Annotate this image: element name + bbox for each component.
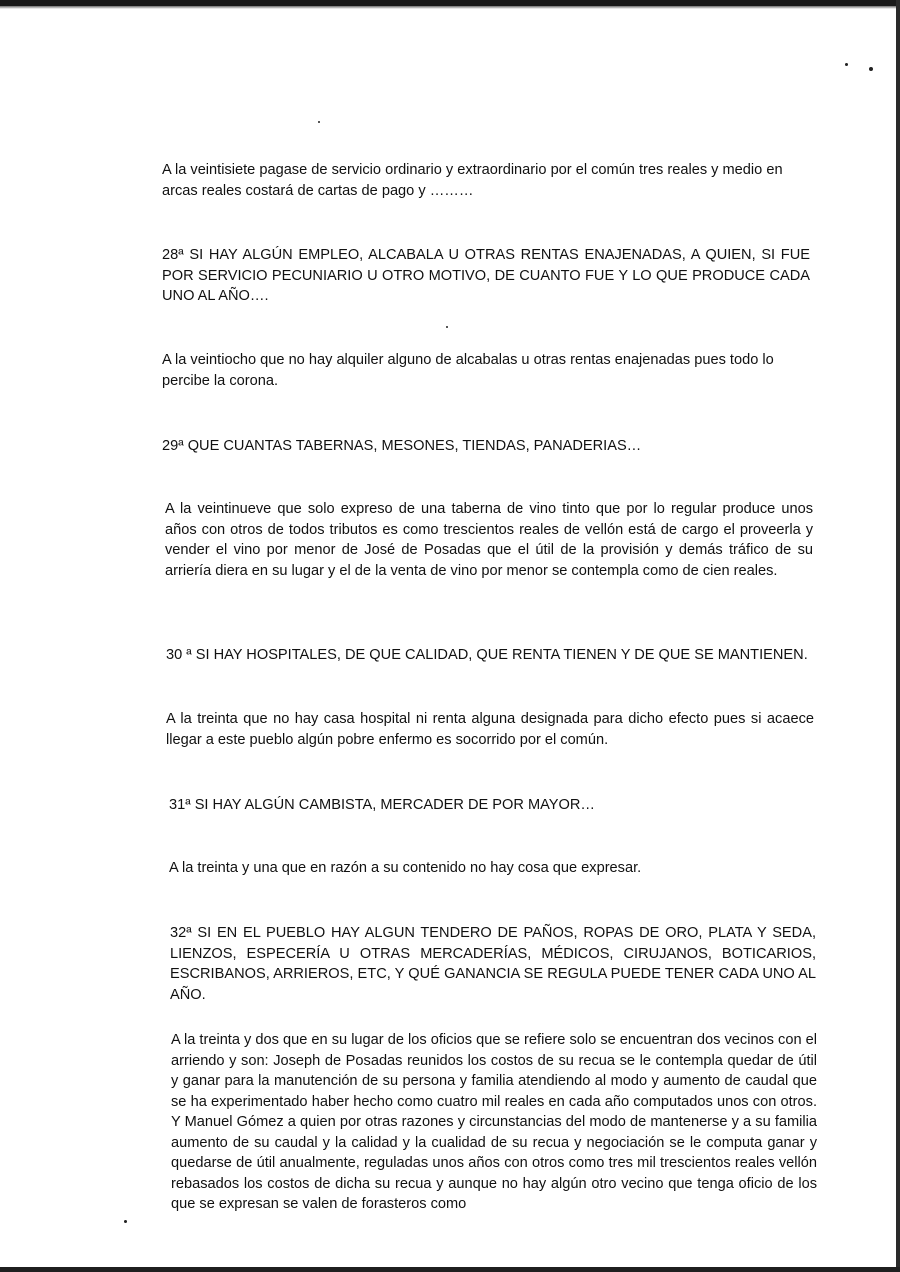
scan-speck [869,67,873,71]
question-28: 28ª SI HAY ALGÚN EMPLEO, ALCABALA U OTRAS RENTAS ENAJENADAS, A QUIEN, SI FUE POR SERVICIO PECUNIARIO U OTRO MOTIVO, DE CUANTO FUE Y LO QUE PRODUCE CADA UNO AL AÑO…. [162,247,810,304]
answer-28: A la veintiocho que no hay alquiler alguno de alcabalas u otras rentas enajenadas pues todo lo percibe la corona. [162,352,774,389]
question-31: 31ª SI HAY ALGÚN CAMBISTA, MERCADER DE POR MAYOR… [169,797,596,813]
scan-speck [318,121,320,123]
scan-speck [446,326,448,328]
scan-speck [845,63,848,66]
answer-32: A la treinta y dos que en su lugar de los oficios que se refiere solo se encuentran dos vecinos con el arriendo y son: Joseph de Posadas reunidos los costos de su recua se le contempla quedar de útil y ganar para la manutención de su persona y familia atendiendo al modo y aumento de caudal que se ha experimentado haber hecho como cuatro mil reales en cada año computados unos con otros. Y Manuel Gómez a quien por otras razones y circunstancias del modo de mantenerse y a su familia aumento de su caudal y la calidad y la cualidad de su recua y negociación se le computa ganar y quedarse de útil anualmente, reguladas unos años con otros como tres mil trescientos reales vellón rebasados los costos de dicha su recua y aunque no hay algún otro vecino que tenga oficio de los que se expresan se valen de forasteros como [171,1032,817,1212]
answer-31: A la treinta y una que en razón a su contenido no hay cosa que expresar. [169,860,642,876]
scan-right-edge [896,0,900,1272]
question-32: 32ª SI EN EL PUEBLO HAY ALGUN TENDERO DE PAÑOS, ROPAS DE ORO, PLATA Y SEDA, LIENZOS, ESPECERÍA U OTRAS MERCADERÍAS, MÉDICOS, CIRUJANOS, BOTICARIOS, ESCRIBANOS, ARRIEROS, ETC, Y QUÉ GANANCIA SE REGULA PUEDE TENER CADA UNO AL AÑO. [170,925,816,1003]
answer-27: A la veintisiete pagase de servicio ordinario y extraordinario por el común tres reales y medio en arcas reales costará de cartas de pago y ……… [162,162,783,199]
question-30: 30 ª SI HAY HOSPITALES, DE QUE CALIDAD, QUE RENTA TIENEN Y DE QUE SE MANTIENEN. [166,647,808,663]
scan-speck [124,1220,127,1223]
scan-bottom-edge [0,1267,900,1272]
answer-29: A la veintinueve que solo expreso de una taberna de vino tinto que por lo regular produce unos años con otros de todos tributos es como trescientos reales de vellón está de cargo el proveerla y vender el vino por menor de José de Posadas que el útil de la provisión y demás tráfico de su arriería diera en su lugar y el de la venta de vino por menor se contempla como de cien reales. [165,501,813,579]
question-29: 29ª QUE CUANTAS TABERNAS, MESONES, TIENDAS, PANADERIAS… [162,438,642,454]
answer-30: A la treinta que no hay casa hospital ni renta alguna designada para dicho efecto pues si acaece llegar a este pueblo algún pobre enfermo es socorrido por el común. [166,711,814,748]
scan-top-shadow [0,6,900,9]
